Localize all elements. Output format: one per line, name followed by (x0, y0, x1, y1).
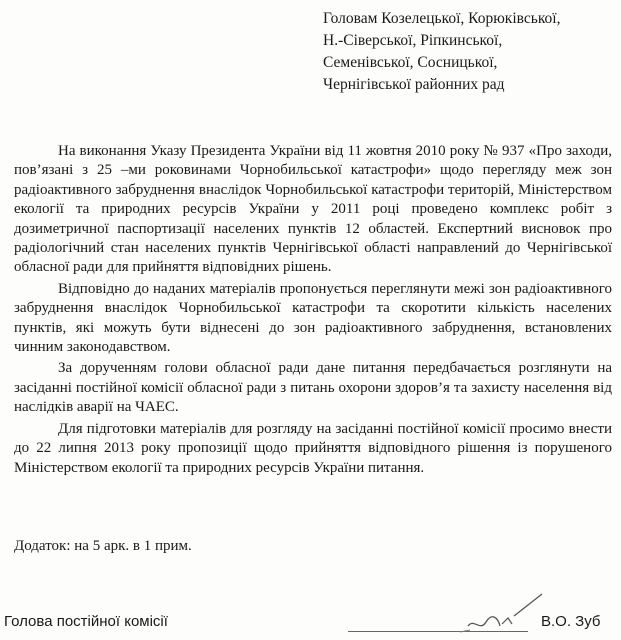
addressee-line: Н.-Сіверської, Ріпкинської, (323, 32, 503, 49)
attachment-note: Додаток: на 5 арк. в 1 прим. (14, 538, 192, 554)
signatory-position: Голова постійної комісії (4, 613, 168, 630)
paragraph: На виконання Указу Президента України від 11 жовтня 2010 року № 937 «Про заходи, пов’язані з 25 –ми роковинами Чорнобильської катастрофи» щодо перегляду меж зон радіоактивного забруднення внаслідок Чорнобильської катастрофи територій, Міністерством екології та природних ресурсів України у 2011 році проведено комплекс робіт з дозиметричної паспортизації населених пунктів 12 областей. Експертний висновок про радіологічний стан населених пунктів Чернігівської області направлений до Чернігівської обласної ради для прийняття відповідних рішень. (14, 143, 612, 276)
addressee-line: Семенівської, Сосницької, (323, 54, 498, 71)
paragraph: Для підготовки матеріалів для розгляду на засіданні постійної комісії просимо внести до 22 липня 2013 року пропозиції щодо прийняття відповідного рішення із порушеного Міністерством екології та природних ресурсів України питання. (14, 420, 612, 476)
addressee-line: Чернігівської районних рад (323, 76, 505, 93)
paragraph: Відповідно до наданих матеріалів пропонується переглянути межі зон радіоактивного забруднення внаслідок Чорнобильської катастрофи та скоротити кількість населених пунктів, які можуть бути віднесені до зон радіоактивного забруднення, встановлених чинним законодавством. (14, 280, 612, 356)
addressee-block (323, 8, 613, 96)
paragraph: За дорученням голови обласної ради дане питання передбачається розглянути на засіданні постійної комісії обласної ради з питань охорони здоров’я та захисту населення від наслідків аварії на ЧАЕС. (14, 360, 612, 416)
addressee-line: Головам Козелецької, Корюківської, (323, 10, 561, 27)
letter-body (14, 142, 612, 478)
handwritten-signature (440, 588, 550, 636)
signatory-name: В.О. Зуб (541, 613, 601, 630)
